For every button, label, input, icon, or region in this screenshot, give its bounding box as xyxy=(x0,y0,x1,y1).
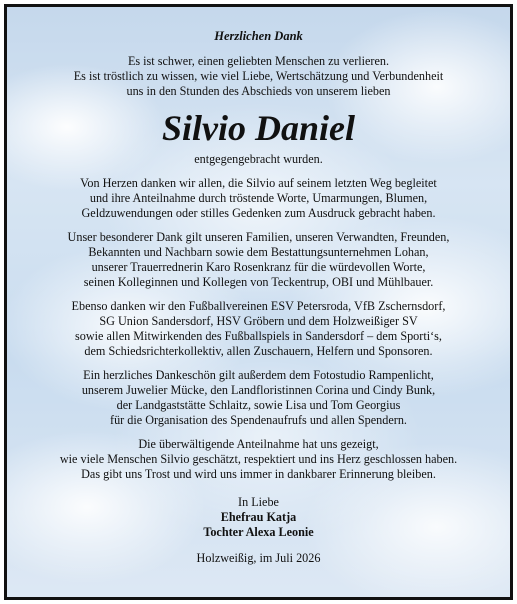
thanks-paragraph-5: Die überwältigende Anteilnahme hat uns gezeigt, wie viele Menschen Silvio geschätzt, respektiert und ins Herz geschlossen haben. Das gibt uns Trost und wird uns immer in dankbarer Erinnerung bleiben. xyxy=(59,437,458,481)
signer-wife: Ehefrau Katja xyxy=(220,510,297,524)
thanks-paragraph-2: Unser besonderer Dank gilt unseren Familien, unseren Verwandten, Freunden, Bekannten und Nachbarn sowie dem Bestattungsunternehmen Lohan, unserer Trauerrednerin Karo Rosenkranz für die würdevollen Worte, seinen Kolleginnen und Kollegen von Teckentrup, OBI und Mühlbauer. xyxy=(67,230,450,289)
notice-content xyxy=(7,29,510,566)
after-name-text: entgegengebracht wurden. xyxy=(194,152,323,166)
intro-text: Es ist schwer, einen geliebten Menschen zu verlieren. Es ist tröstlich zu wissen, wie viel Liebe, Wertschätzung und Verbundenheit uns in den Stunden des Abschieds von unserem lieben xyxy=(73,54,444,98)
notice-heading: Herzlichen Dank xyxy=(214,29,303,43)
closing-salutation: In Liebe xyxy=(238,495,279,509)
thanks-paragraph-1: Von Herzen danken wir allen, die Silvio auf seinem letzten Weg begleitet und ihre Anteilnahme durch tröstende Worte, Umarmungen, Blumen, Geldzuwendungen oder stilles Gedenken zum Ausdruck gebracht haben. xyxy=(80,176,437,220)
signer-daughter: Tochter Alexa Leonie xyxy=(203,525,314,539)
deceased-name: Silvio Daniel xyxy=(161,108,355,148)
thanks-paragraph-3: Ebenso danken wir den Fußballvereinen ESV Petersroda, VfB Zschernsdorf, SG Union Sandersdorf, HSV Gröbern und dem Holzweißiger SV sowie allen Mitwirkenden des Fußballspiels in Sandersdorf – dem Sporti‘s, dem Schiedsrichterkollektiv, allen Zuschauern, Helfern und Sponsoren. xyxy=(71,299,446,358)
thanks-paragraph-4: Ein herzliches Dankeschön gilt außerdem dem Fotostudio Rampenlicht, unserem Juwelier Mücke, den Landfloristinnen Corina und Cindy Bunk, der Landgaststätte Schlaitz, sowie Lisa und Tom Georgius für die Organisation des Spendenaufrufs und allen Spendern. xyxy=(81,368,436,427)
place-date: Holzweißig, im Juli 2026 xyxy=(196,551,321,565)
notice-frame xyxy=(4,4,513,600)
